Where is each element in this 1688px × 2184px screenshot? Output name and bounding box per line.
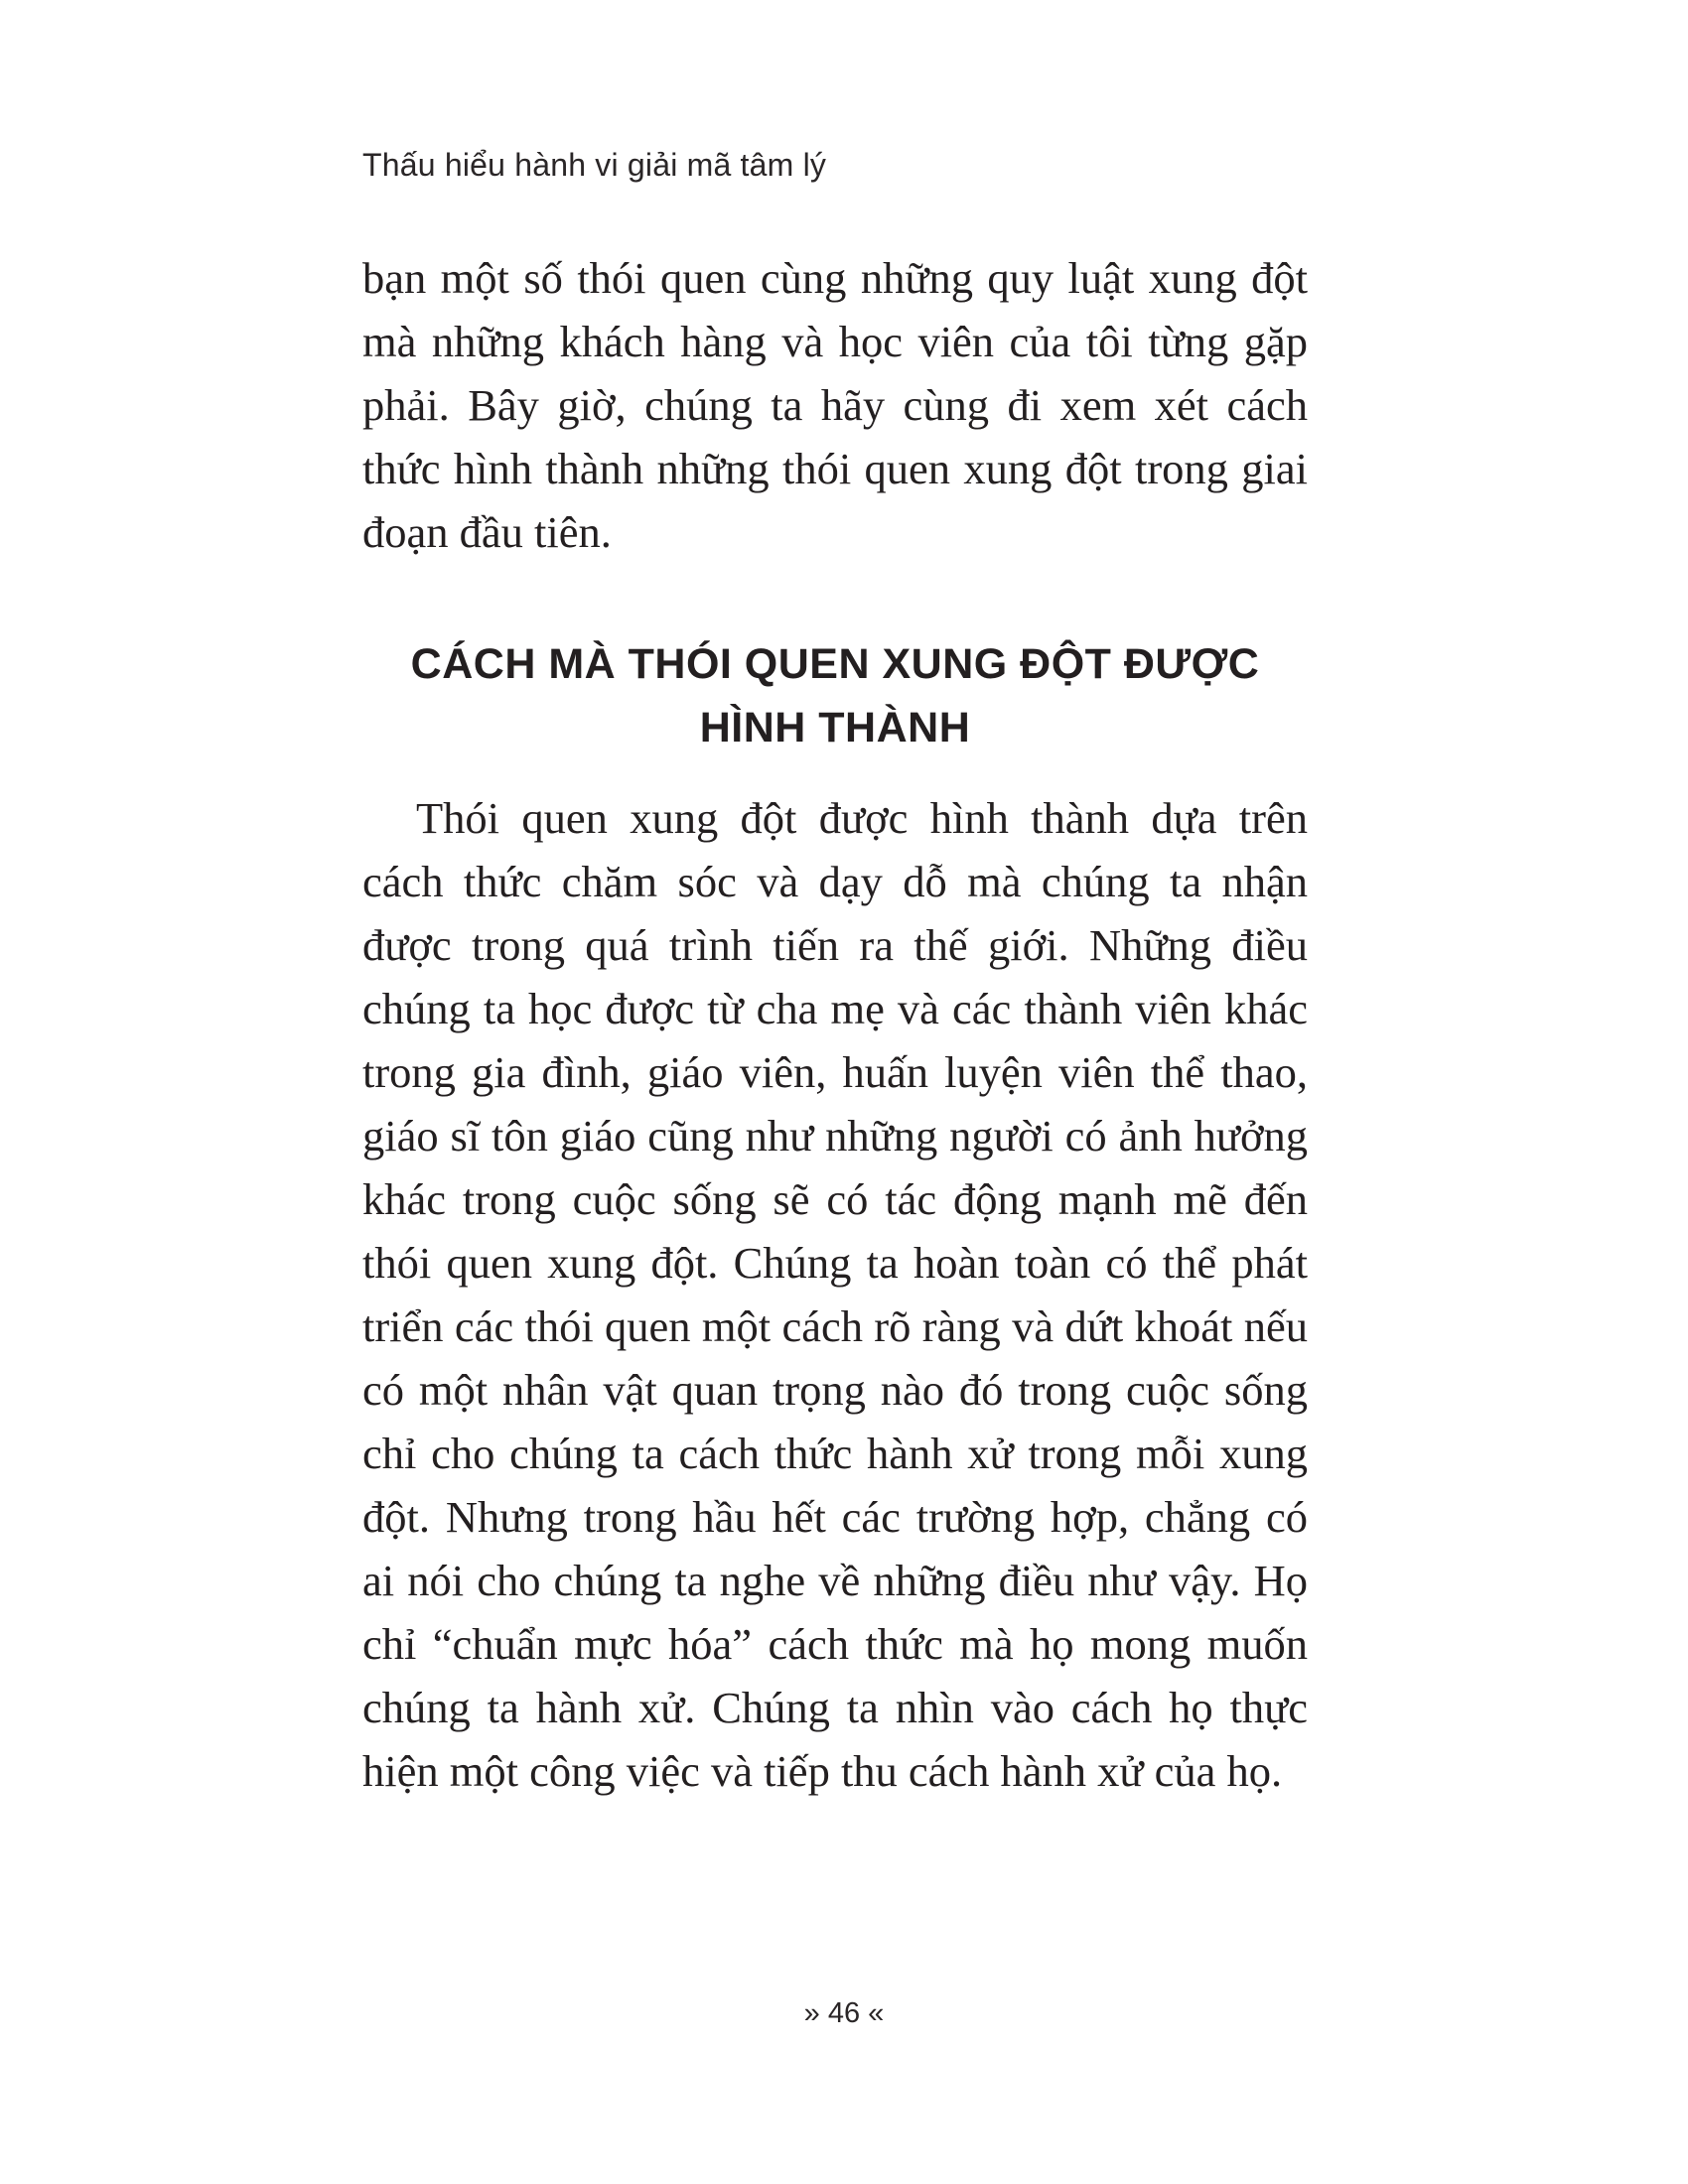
section-heading-line-2: HÌNH THÀNH bbox=[699, 704, 971, 751]
running-header: Thấu hiểu hành vi giải mã tâm lý bbox=[362, 147, 827, 183]
page-number: » 46 « bbox=[803, 1997, 885, 2029]
paragraph-continued: bạn một số thói quen cùng những quy luật xung đột mà những khách hàng và học viên của tôi từng gặp phải. Bây giờ, chúng ta hãy cùng đi xem xét cách thức hình thành những thói quen xung đột trong giai đoạn đầu tiên. bbox=[362, 253, 1308, 557]
paragraph-main: Thói quen xung đột được hình thành dựa trên cách thức chăm sóc và dạy dỗ mà chúng ta nhận được trong quá trình tiến ra thế giới. Những điều chúng ta học được từ cha mẹ và các thành viên khác trong gia đình, giáo viên, huấn luyện viên thể thao, giáo sĩ tôn giáo cũng như những người có ảnh hưởng khác trong cuộc sống sẽ có tác động mạnh mẽ đến thói quen xung đột. Chúng ta hoàn toàn có thể phát triển các thói quen một cách rõ ràng và dứt khoát nếu có một nhân vật quan trọng nào đó trong cuộc sống chỉ cho chúng ta cách thức hành xử trong mỗi xung đột. Nhưng trong hầu hết các trường hợp, chẳng có ai nói cho chúng ta nghe về những điều như vậy. Họ chỉ “chuẩn mực hóa” cách thức mà họ mong muốn chúng ta hành xử. Chúng ta nhìn vào cách họ thực hiện một công việc và tiếp thu cách hành xử của họ. bbox=[362, 793, 1308, 1796]
section-heading bbox=[362, 632, 1308, 759]
section-heading-line-1: CÁCH MÀ THÓI QUEN XUNG ĐỘT ĐƯỢC bbox=[410, 640, 1260, 688]
